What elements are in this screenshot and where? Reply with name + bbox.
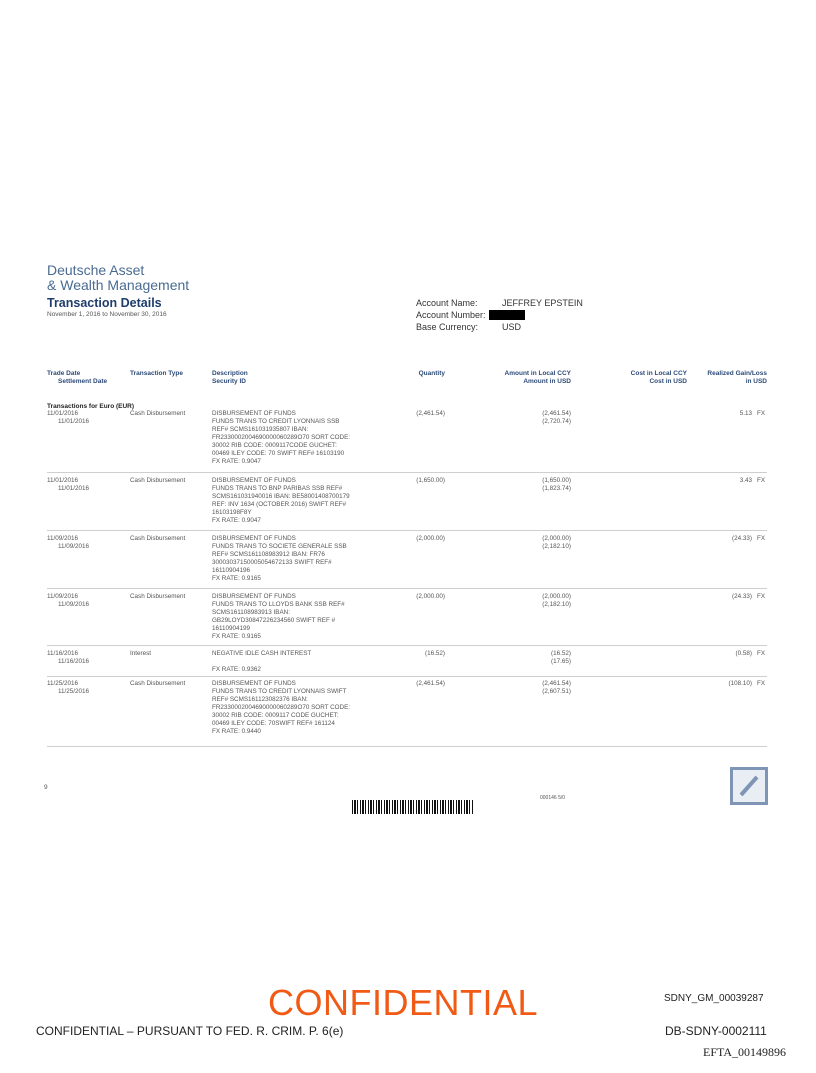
gain-loss-ccy: FX [757,535,766,542]
quantity-value: (1,650.00) [416,477,445,484]
quantity-value: (16.52) [425,650,445,657]
description-line: FR2330002004690000060289O70 SORT CODE: [212,704,351,711]
account-number-row [416,309,583,321]
gain-loss-ccy: FX [757,593,766,600]
col-transaction-type: Transaction Type [130,370,183,377]
description-line: 00469 ILEY CODE: 70SWIFT REF# 161124 [212,720,335,727]
row-divider [47,676,767,677]
description-line: FX RATE: 0.9165 [212,633,261,640]
settlement-date: 11/16/2016 [58,658,90,665]
description-line: DISBURSEMENT OF FUNDS [212,593,296,600]
account-name-label: Account Name: [416,298,478,308]
description-line: FR2330002004690000060289O70 SORT CODE: [212,434,351,441]
row-divider [47,530,767,531]
account-info [416,297,583,333]
gain-loss-ccy: FX [757,477,766,484]
amount-usd-value: (2,182.10) [542,543,571,550]
amount-usd-value: (17.65) [551,658,571,665]
row-divider [47,588,767,589]
col-header-amount [470,370,571,386]
col-header-description [212,370,248,386]
amount-local-value: (2,000.00) [542,593,571,600]
section-title: Transactions for Euro (EUR) [47,403,135,410]
description-line: REF# SCMS161123082376 IBAN: [212,696,308,703]
description-line: 30002 RIB CODE: 0009117CODE GUCHET: [212,442,337,449]
description-line: SCMS161108983913 IBAN: [212,609,290,616]
gain-loss-value: 5.13 [739,410,752,417]
page-title: Transaction Details [47,296,162,310]
gain-loss-value: (24.33) [732,535,752,542]
trade-date: 11/01/2016 [47,410,79,417]
col-header-cost [600,370,687,386]
description-line: FUNDS TRANS TO CREDIT LYONNAIS SSB [212,418,340,425]
amount-usd-value: (2,182.10) [542,601,571,608]
brand-line-1: Deutsche Asset [47,262,145,278]
confidential-stamp: CONFIDENTIAL [268,982,539,1023]
description-line: REF# SCMS161031935807 IBAN: [212,426,309,433]
transaction-type: Cash Disbursement [130,680,186,687]
col-trade-date: Trade Date [47,370,81,377]
settlement-date: 11/25/2016 [58,688,90,695]
description-line: FUNDS TRANS TO SOCIETE GENERALE SSB [212,543,347,550]
transaction-type: Cash Disbursement [130,535,186,542]
description-line: SCMS161031940016 IBAN: BE58001408700179 [212,493,350,500]
description-line: DISBURSEMENT OF FUNDS [212,477,296,484]
gain-loss-value: (0.58) [735,650,752,657]
account-name-row [416,297,583,309]
base-currency-value: USD [502,322,522,332]
amount-local-value: (2,461.54) [542,680,571,687]
description-line: 16110904199 [212,625,251,632]
description-line: FX RATE: 0.9362 [212,666,261,673]
col-quantity: Quantity [418,370,445,377]
description-line: DISBURSEMENT OF FUNDS [212,535,296,542]
description-line: 00469 ILEY CODE: 70 SWIFT REF# 16103190 [212,450,345,457]
gain-loss-ccy: FX [757,410,766,417]
col-amount-local: Amount in Local CCY [504,370,571,377]
description-line: FX RATE: 0.9165 [212,575,261,582]
barcode-image [352,800,474,814]
settlement-date: 11/01/2016 [58,485,90,492]
trade-date: 11/09/2016 [47,593,79,600]
quantity-value: (2,461.54) [416,410,445,417]
col-amount-usd: Amount in USD [523,378,571,385]
amount-local-value: (16.52) [551,650,571,657]
date-range: November 1, 2016 to November 30, 2016 [47,311,167,318]
trade-date: 11/01/2016 [47,477,79,484]
description-line: DISBURSEMENT OF FUNDS [212,680,296,687]
col-gain-loss-usd: in USD [745,378,767,385]
row-divider [47,645,767,646]
gain-loss-value: 3.43 [739,477,752,484]
description-line: FUNDS TRANS TO LLOYDS BANK SSB REF# [212,601,345,608]
description-line: REF# SCMS161108983912 IBAN: FR76 [212,551,325,558]
description-line: FUNDS TRANS TO CREDIT LYONNAIS SWIFT [212,688,347,695]
trade-date: 11/16/2016 [47,650,79,657]
trade-date: 11/09/2016 [47,535,79,542]
description-line: FUNDS TRANS TO BNP PARIBAS SSB REF# [212,485,343,492]
confidential-note: CONFIDENTIAL – PURSUANT TO FED. R. CRIM. P. 6(e) [36,1024,344,1038]
gain-loss-value: (24.33) [732,593,752,600]
col-cost-usd: Cost in USD [649,378,687,385]
quantity-value: (2,000.00) [416,535,445,542]
amount-usd-value: (1,823.74) [542,485,571,492]
sdny-id: SDNY_GM_00039287 [664,993,764,1004]
amount-local-value: (2,000.00) [542,535,571,542]
amount-usd-value: (2,607.51) [542,688,571,695]
description-line: FX RATE: 0.9047 [212,517,261,524]
col-cost-local: Cost in Local CCY [630,370,687,377]
description-line: 16103198F8Y [212,509,252,516]
transaction-type: Cash Disbursement [130,593,186,600]
trade-date: 11/25/2016 [47,680,79,687]
col-description: Description [212,370,248,377]
row-divider [47,746,767,747]
quantity-value: (2,000.00) [416,593,445,600]
deutsche-bank-logo-icon [730,767,768,805]
col-security-id: Security ID [212,378,246,385]
amount-usd-value: (2,720.74) [542,418,571,425]
gain-loss-ccy: FX [757,680,766,687]
base-currency-row [416,321,583,333]
account-name-value: JEFFREY EPSTEIN [502,298,583,308]
gain-loss-ccy: FX [757,650,766,657]
gain-loss-value: (108.10) [728,680,752,687]
row-divider [47,472,767,473]
document-code: 000146 5/0 [540,795,566,801]
settlement-date: 11/01/2016 [58,418,90,425]
description-line: GB29LOYD30847226234560 SWIFT REF # [212,617,336,624]
account-number-label: Account Number: [416,310,486,320]
col-header-gain-loss [690,370,767,386]
settlement-date: 11/09/2016 [58,543,90,550]
brand-line-2: & Wealth Management [47,277,190,293]
description-line: 30003037150005054672133 SWIFT REF# [212,559,332,566]
amount-local-value: (2,461.54) [542,410,571,417]
description-line: REF: INV 1634 (OCTOBER 2016) SWIFT REF# [212,501,347,508]
description-line: FX RATE: 0.9047 [212,458,261,465]
redaction-box [489,310,525,320]
col-gain-loss: Realized Gain/Loss [707,370,767,377]
transaction-type: Cash Disbursement [130,477,186,484]
base-currency-label: Base Currency: [416,322,479,332]
transaction-type: Interest [130,650,151,657]
col-header-dates [47,370,107,386]
brand-logo-text [47,263,189,293]
description-line: 30002 RIB CODE: 0009117 CODE GUCHET: [212,712,339,719]
transaction-type: Cash Disbursement [130,410,186,417]
description-line: DISBURSEMENT OF FUNDS [212,410,296,417]
description-line: 16110904196 [212,567,251,574]
quantity-value: (2,461.54) [416,680,445,687]
efta-id: EFTA_00149896 [703,1045,787,1059]
settlement-date: 11/09/2016 [58,601,90,608]
description-line: NEGATIVE IDLE CASH INTEREST [212,650,312,657]
col-settlement-date: Settlement Date [58,378,108,385]
amount-local-value: (1,650.00) [542,477,571,484]
page-number: 9 [44,784,48,791]
db-sdny-id: DB-SDNY-0002111 [665,1024,767,1038]
description-line: FX RATE: 0.9440 [212,728,261,735]
